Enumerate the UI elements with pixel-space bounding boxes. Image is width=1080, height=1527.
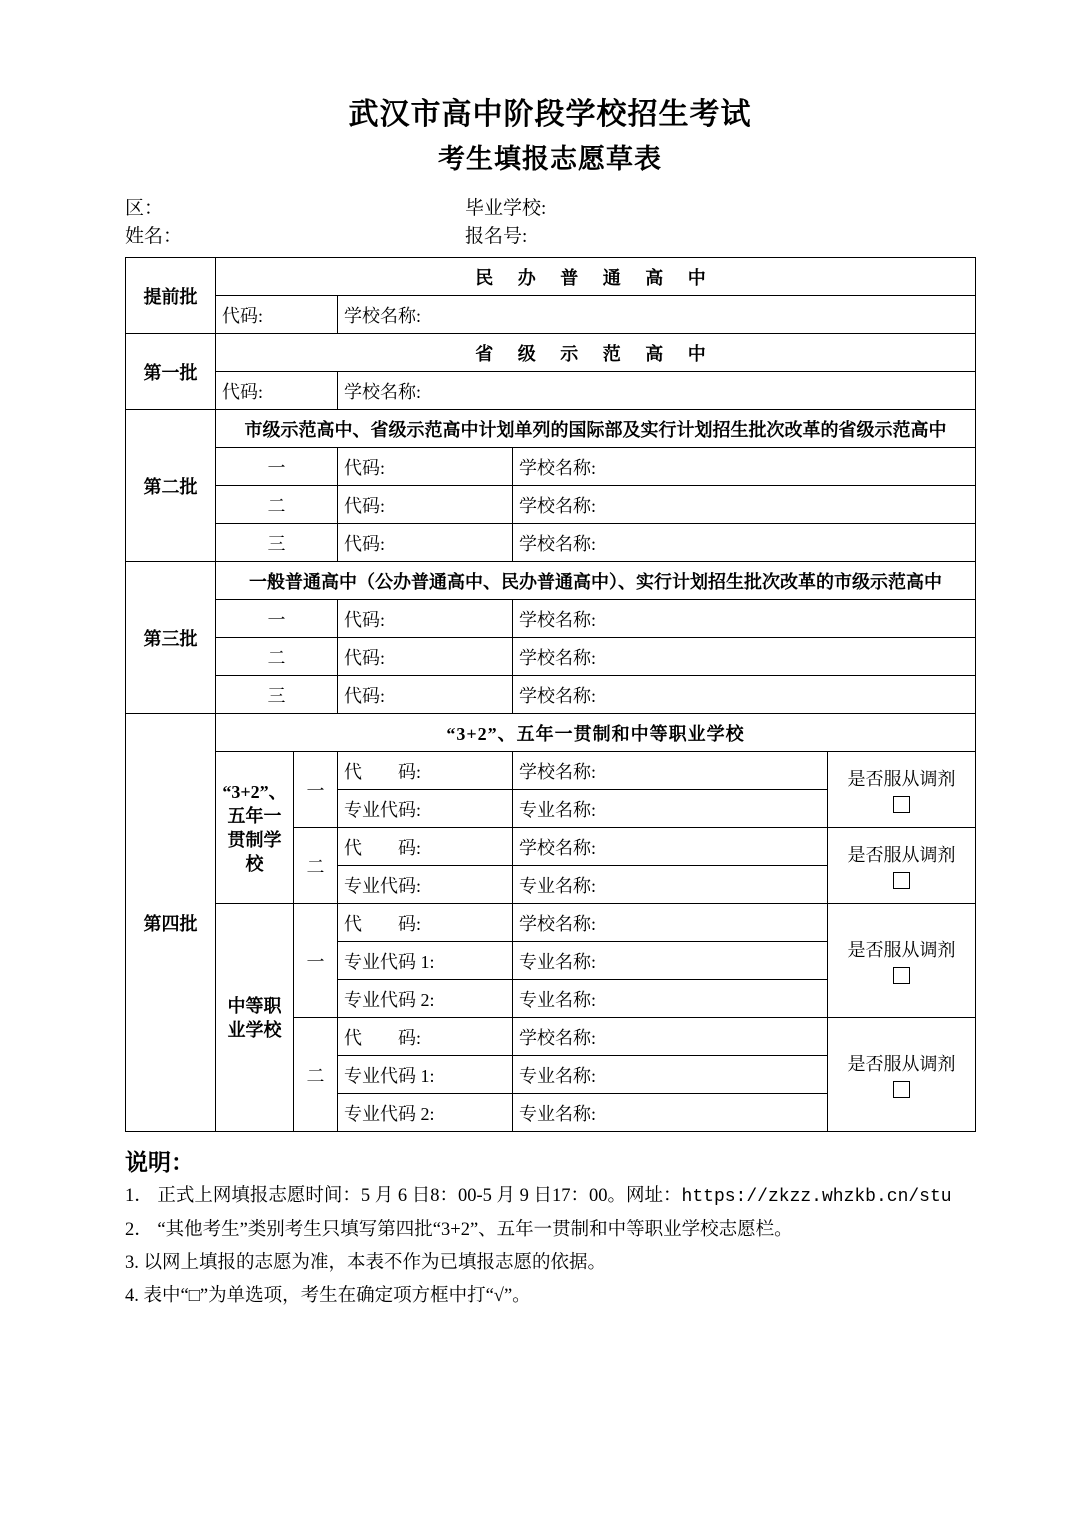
batch-label-third: 第三批 (126, 562, 216, 714)
second-code-label-2: 代码: (338, 486, 513, 524)
table-row (126, 676, 976, 714)
g1-school-name-label-2: 学校名称: (513, 828, 828, 866)
g2-major-code1-1: 专业代码 1: (338, 942, 513, 980)
second-school-name-label-2: 学校名称: (513, 486, 976, 524)
batch-label-second: 第二批 (126, 410, 216, 562)
second-code-label-3: 代码: (338, 524, 513, 562)
g2-major-name1-2: 专业名称: (513, 1056, 828, 1094)
name-field: 姓名： (125, 226, 183, 247)
g2-major-name2-2: 专业名称: (513, 1094, 828, 1132)
g2-school-name-label-1: 学校名称: (513, 904, 828, 942)
g1-major-name-1: 专业名称: (513, 790, 828, 828)
section-head-fourth: “3+2”、五年一贯制和中等职业学校 (216, 714, 976, 752)
g1-index-2: 二 (294, 828, 338, 904)
table-row (126, 372, 976, 410)
g2-major-name1-1: 专业名称: (513, 942, 828, 980)
pre-school-name-label: 学校名称: (338, 296, 976, 334)
group-label-32: “3+2”、五年一贯制学校 (216, 752, 294, 904)
note-item-3: 3. 以网上填报的志愿为准，本表不作为已填报志愿的依据。 (125, 1253, 607, 1273)
district-field: 区： (125, 198, 164, 219)
section-head-second: 市级示范高中、省级示范高中计划单列的国际部及实行计划招生批次改革的省级示范高中 (216, 410, 976, 448)
third-index-1: 一 (216, 600, 338, 638)
registration-url: https://zkzz.whzkb.cn/stu (681, 1187, 952, 1207)
table-row (126, 296, 976, 334)
second-school-name-label-3: 学校名称: (513, 524, 976, 562)
g2-school-name-label-2: 学校名称: (513, 1018, 828, 1056)
document-title (125, 95, 975, 179)
title-line-2: 考生填报志愿草表 (438, 144, 662, 174)
adjust-checkbox[interactable] (893, 796, 910, 813)
adjust-checkbox[interactable] (893, 872, 910, 889)
g1-code-label-2: 代 码: (338, 828, 513, 866)
third-code-label-2: 代码: (338, 638, 513, 676)
note-item-1 (125, 1180, 985, 1214)
second-school-name-label-1: 学校名称: (513, 448, 976, 486)
g2-adjust-2 (828, 1018, 976, 1132)
group-label-vocational: 中等职业学校 (216, 904, 294, 1132)
second-index-3: 三 (216, 524, 338, 562)
table-row (126, 638, 976, 676)
table-row (126, 904, 976, 942)
adjust-label: 是否服从调剂 (847, 1054, 956, 1074)
g2-index-2: 二 (294, 1018, 338, 1132)
section-head-third: 一般普通高中（公办普通高中、民办普通高中）、实行计划招生批次改革的市级示范高中 (216, 562, 976, 600)
batch-label-fourth: 第四批 (126, 714, 216, 1132)
third-index-3: 三 (216, 676, 338, 714)
section-head-first: 省 级 示 范 高 中 (216, 334, 976, 372)
student-meta (125, 195, 975, 251)
table-row (126, 486, 976, 524)
title-line-1: 武汉市高中阶段学校招生考试 (348, 98, 752, 131)
third-code-label-1: 代码: (338, 600, 513, 638)
g1-school-name-label-1: 学校名称: (513, 752, 828, 790)
meta-row-2 (125, 223, 975, 251)
first-code-label: 代码: (216, 372, 338, 410)
batch-label-first: 第一批 (126, 334, 216, 410)
volunteer-form-table (125, 257, 976, 1132)
g2-major-code2-2: 专业代码 2: (338, 1094, 513, 1132)
second-index-2: 二 (216, 486, 338, 524)
adjust-checkbox[interactable] (893, 967, 910, 984)
table-row (126, 562, 976, 600)
third-school-name-label-2: 学校名称: (513, 638, 976, 676)
g1-index-1: 一 (294, 752, 338, 828)
third-code-label-3: 代码: (338, 676, 513, 714)
g1-major-code-2: 专业代码: (338, 866, 513, 904)
adjust-label: 是否服从调剂 (847, 940, 956, 960)
g2-major-code1-2: 专业代码 1: (338, 1056, 513, 1094)
note-item-2: 2． “其他考生”类别考生只填写第四批“3+2”、五年一贯制和中等职业学校志愿栏。 (125, 1220, 793, 1240)
table-row (126, 448, 976, 486)
section-head-pre: 民 办 普 通 高 中 (216, 258, 976, 296)
note-item-4: 4. 表中“□”为单选项，考生在确定项方框中打“√”。 (125, 1286, 531, 1306)
third-school-name-label-1: 学校名称: (513, 600, 976, 638)
adjust-label: 是否服从调剂 (847, 769, 956, 789)
g1-adjust-1 (828, 752, 976, 828)
g2-adjust-1 (828, 904, 976, 1018)
g2-index-1: 一 (294, 904, 338, 1018)
table-row (126, 258, 976, 296)
g2-major-code2-1: 专业代码 2: (338, 980, 513, 1018)
first-school-name-label: 学校名称: (338, 372, 976, 410)
adjust-label: 是否服从调剂 (847, 845, 956, 865)
table-row (126, 714, 976, 752)
g2-code-label-1: 代 码: (338, 904, 513, 942)
third-school-name-label-3: 学校名称: (513, 676, 976, 714)
exam-number-field: 报名号: (465, 226, 528, 247)
g1-major-code-1: 专业代码: (338, 790, 513, 828)
second-code-label-1: 代码: (338, 448, 513, 486)
table-row (126, 524, 976, 562)
table-row (126, 752, 976, 790)
notes-section (125, 1146, 985, 1313)
meta-row-1 (125, 195, 975, 223)
g2-code-label-2: 代 码: (338, 1018, 513, 1056)
adjust-checkbox[interactable] (893, 1081, 910, 1098)
table-row (126, 334, 976, 372)
g1-code-label-1: 代 码: (338, 752, 513, 790)
second-index-1: 一 (216, 448, 338, 486)
table-row (126, 600, 976, 638)
note-1-text: 1． 正式上网填报志愿时间：5 月 6 日8：00-5 月 9 日17：00。网址： (125, 1186, 682, 1206)
pre-code-label: 代码: (216, 296, 338, 334)
g1-adjust-2 (828, 828, 976, 904)
g1-major-name-2: 专业名称: (513, 866, 828, 904)
g2-major-name2-1: 专业名称: (513, 980, 828, 1018)
notes-title: 说明： (125, 1150, 194, 1175)
table-row (126, 410, 976, 448)
batch-label-pre: 提前批 (126, 258, 216, 334)
graduation-school-field: 毕业学校: (465, 198, 547, 219)
third-index-2: 二 (216, 638, 338, 676)
